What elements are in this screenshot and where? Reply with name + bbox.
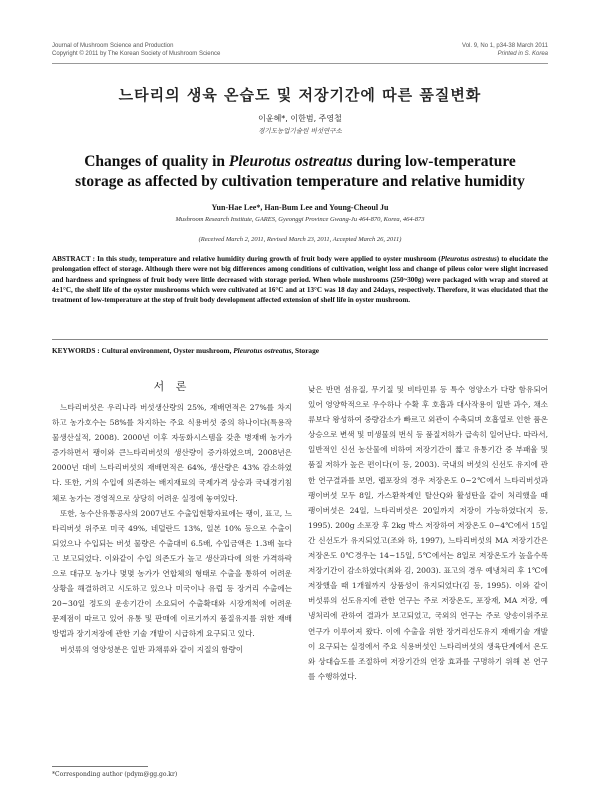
english-title-species: Pleurotus ostreatus — [228, 153, 353, 170]
journal-copyright: Copyright © 2011 by The Korean Society of Mushroom Science — [52, 51, 221, 57]
keywords-species: Pleurotus ostreatus — [233, 346, 292, 355]
right-column — [308, 382, 548, 684]
korean-authors: 이윤혜*, 이한범, 주영철 — [258, 114, 342, 123]
korean-affiliation: 경기도농업기술원 버섯연구소 — [258, 127, 342, 135]
journal-header — [52, 42, 220, 58]
keywords-text-2: , Storage — [291, 346, 319, 355]
corresponding-author-footnote: *Corresponding author (pdym@gg.go.kr) — [52, 771, 178, 778]
english-authors: Yun-Hae Lee*, Han-Bum Lee and Young-Cheoul Ju — [211, 203, 389, 212]
left-column — [52, 400, 292, 657]
printed-in: Printed in S. Korea — [497, 51, 548, 57]
keywords — [52, 346, 548, 355]
abstract-label: ABSTRACT : — [52, 255, 95, 263]
footnote-divider — [52, 766, 148, 767]
header-divider — [52, 63, 548, 64]
english-title-part2: during low-temperature storage as affected by cultivation temperature and relative humidity — [75, 153, 525, 190]
body-paragraph: 또한, 농수산유통공사의 2007년도 수출입현황자료에는 팽이, 표고, 느타리버섯 위주로 미국 49%, 네덜란드 13%, 일본 10% 등으로 수출이 되었으나 수입되는 버섯 물량은 수출대비 6.5배, 수입금액은 1.3배 높다고 보고되었다. 이와같이 수입 의존도가 높고 생산과다에 의한 가격하락으로 대규모 농가나 몇몇 농가가 연합체의 형태로 수출을 통하여 어려운 상황을 해결하려고 시도하고 있으나 미국이나 유럽 등 장거리 수출에는 20~30일 정도의 운송기간이 소요되어 수출확대와 시장개척에 어려운 문제점이 따르고 있어 유통 및 판매에 이르기까지 품질유지를 위한 재배방법과 장기저장에 관한 기술 개발이 시급하게 요구되고 있다. — [52, 508, 292, 639]
abstract-species: Pleurotus ostrestus — [440, 255, 497, 263]
volume-info: Vol. 9, No 1, p34-38 March 2011 — [462, 43, 548, 49]
abstract — [52, 254, 548, 305]
korean-title: 느타리의 생육 온습도 및 저장기간에 따른 품질변화 — [118, 86, 482, 104]
journal-name: Journal of Mushroom Science and Production — [52, 43, 174, 49]
abstract-text-2: ) to elucidate the prolongation effect of storage. Although there were not big differences among conditions of cultivation, weight loss and change of pileus color were slight increased and hardness and springness of fruit body were little decreased with storage period. When whole mushrooms (250~300g) were packaged with wrap and stored at 4±1°C, the shelf life of the oyster mushrooms which were cultivated at 16°C and at 13°C was 18 day and 24days, respectively. Therefore, it was elucidated that the treatment of low-temperature at the step of fruit body development affected extension of shelf life in oyster mushroom. — [52, 255, 548, 305]
body-paragraph: 버섯류의 영양성분은 일반 과채류와 같이 지질의 함량이 — [60, 644, 244, 654]
abstract-text-1: In this study, temperature and relative humidity during growth of fruit body were applied to oyster mushroom ( — [94, 255, 441, 263]
section-heading-introduction: 서 론 — [153, 380, 191, 393]
received-dates: (Received March 2, 2011, Revised March 23, 2011, Accepted March 26, 2011) — [198, 236, 402, 243]
keywords-label: KEYWORDS : — [52, 346, 100, 355]
body-paragraph: 낮은 반면 섬유질, 무기질 및 비타민류 등 특수 영양소가 다량 함유되어 있어 영양학적으로 우수하나 수확 후 호흡과 대사작용이 일반 과수, 채소류보다 왕성하여 중량감소가 빠르고 외관이 수축되며 호흡열로 인한 품온 상승으로 변색 및 미생물의 번식 등 품질저하가 급속히 일어난다. 따라서, 일반적인 신선 농산물에 비하여 저장기간이 짧고 유통기간 중 부패율 및 품질 저하가 높은 편이다(이 등, 2003). 국내의 버섯의 신선도 유지에 관한 연구결과를 보면, 랩포장의 경우 저장온도 0~2℃에서 느타리버섯과 팽이버섯 모두 8일, 가스환착제인 탈산Q와 활성탄을 같이 처리했을 때 팽이버섯은 24일, 느타리버섯은 20일까지 저장이 가능하였다(지 등, 1995). 200g 소포장 후 2kg 박스 저장하여 저장온도 0~4℃에서 15일간 신선도가 유지되었고(조와 하, 1997), 느타리버섯의 MA 저장기간은 저장온도 0℃경우는 14~15일, 5℃에서는 8일로 저장온도가 높을수록 저장기간이 감소하였다(최와 김, 2003). 표고의 경우 예냉처리 후 1℃에 저장했을 때 1개월까지 상품성이 유지되었다(김 등, 1995). 이와 같이 버섯류의 선도유지에 관한 연구는 주로 저장온도, 포장재, MA 저장, 예냉처리에 관하여 결과가 보고되었고, 국외의 연구는 주로 양송이위주로 연구가 이루어져 왔다. 이에 수출을 위한 장거리선도유지 재배기술 개발이 요구되는 실정에서 주요 식용버섯인 느타리버섯의 생육단계에서 온도와 상대습도를 조절하여 저장기간의 연장 효과를 구명하기 위해 본 연구를 수행하였다. — [308, 385, 548, 681]
abstract-divider — [52, 339, 548, 340]
english-affiliation: Mushroom Research Institute, GARES, Gyeonggi Province Gwang-Ju 464-870, Korea, 464-873 — [175, 216, 425, 223]
english-title-part1: Changes of quality in — [84, 153, 229, 170]
volume-header — [462, 42, 548, 58]
english-title — [60, 152, 540, 192]
keywords-text-1: Cultural environment, Oyster mushroom, — [99, 346, 234, 355]
body-paragraph: 느타리버섯은 우리나라 버섯생산량의 25%, 재배면적은 27%를 차지하고 농가호수는 58%를 차지하는 주요 식용버섯 중의 하나이다(특용작물생산실적, 2008). 2000년 이후 자동화시스템을 갖춘 병재배 농가가 증가하면서 팽이와 큰느타리버섯의 생산량이 증가하였으며, 2008년은 2000년 대비 느타리버섯의 재배면적은 64%, 생산량은 43% 감소하였다. 또한, 거의 수입에 의존하는 배지재료의 국제가격 상승과 국내경기침체로 농가는 경영적으로 상당히 어려운 실정에 놓여있다. — [52, 403, 292, 503]
